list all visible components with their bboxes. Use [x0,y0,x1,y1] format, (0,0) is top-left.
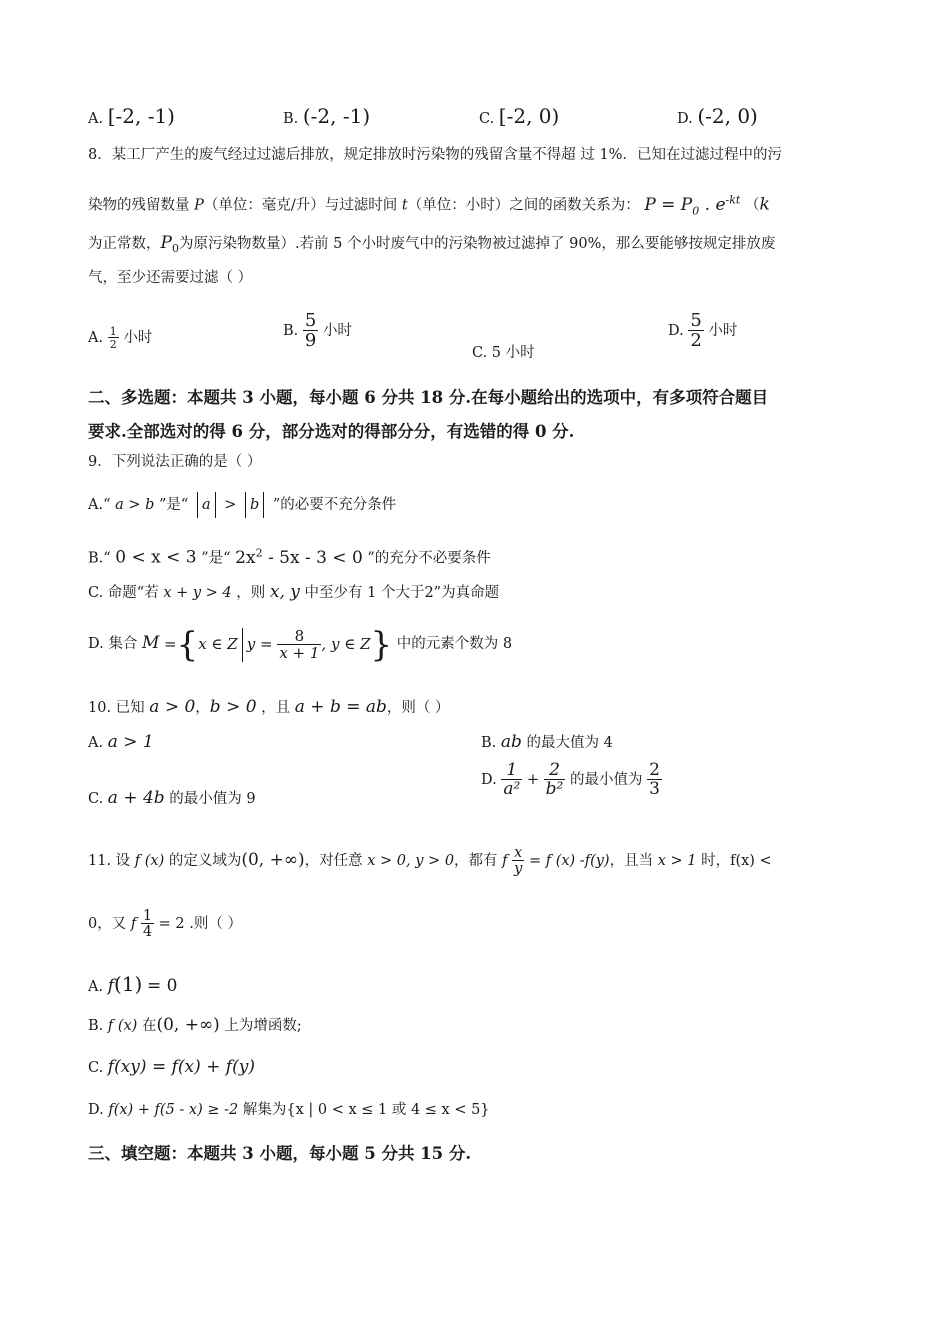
value: = 2 [158,916,185,932]
text: 0 [88,916,98,932]
var-k: k [759,194,770,215]
q11-option-b [88,1015,302,1036]
option-label: D. [677,111,693,127]
fraction [512,846,524,877]
option-value: [-2, -1) [107,104,175,128]
denominator: 2 [109,338,117,351]
var-t: t [401,197,408,214]
domain: (0, +∞) [241,850,305,870]
q7-option-c [479,104,559,128]
abs-bar [245,492,246,518]
option-label: C. [88,1060,104,1076]
numerator: 2 [649,760,660,780]
denominator: y [514,861,523,877]
expr: ab [500,732,522,752]
abs-var-b: b [249,497,260,513]
y-eq: y = [246,634,273,653]
q8-option-c: C. 5 小时 [472,345,535,361]
text: （单位：小时）之间的函数关系为： [407,197,640,214]
text: 11. 设 [88,853,131,869]
option-label: C. [479,111,495,127]
q11-option-d [88,1100,490,1120]
text: （单位：毫克/升）与过滤时间 [203,197,398,214]
text: C. 命题“若 [88,585,159,601]
option-label: A. [88,979,104,995]
fx: f (x) [107,1018,138,1034]
vars: x, y [269,582,300,602]
text: 解集为 [242,1102,287,1118]
q11-stem-line1 [88,838,772,883]
option-value: (-2, -1) [302,104,371,128]
text: ，且当 [609,853,654,869]
q9-stem: 9．下列说法正确的是（ ） [88,454,262,470]
numerator: 1 [142,907,153,924]
text: 为正常数， [88,236,161,252]
fraction [108,326,119,350]
sub: 0 [171,241,179,255]
q8-line1: 8．某工厂产生的废气经过过滤后排放，规定排放时污染物的残留含量不得超 过 1%．已知在过滤过程中的污 [88,147,782,163]
text: ，又 [97,916,127,932]
text: 时，f(x) < [701,853,772,869]
ineq-part: 2x [235,547,256,568]
numerator: 5 [690,310,702,331]
text: 中至少有 1 个大于2”为真命题 [304,585,500,601]
q7-option-a [88,104,175,128]
option-label: B. [283,111,299,127]
q7-option-d [677,104,758,128]
q7-option-b [283,104,370,128]
minus-f: -f [579,853,591,869]
q9-option-b [88,543,491,569]
abs-var-a: a [201,497,211,513]
denominator: 4 [142,924,153,940]
text: ，且 [261,700,291,716]
expr: a + 4b [107,788,165,808]
condition: a > b [115,497,155,513]
expr: f(x) + f(5 - x) ≥ -2 [108,1102,239,1118]
numerator: x [514,844,523,861]
ineq-part: - 5x - 3 < 0 [262,547,363,568]
text: 的最小值为 [569,772,643,788]
option-label: C. [88,791,104,807]
fraction [277,626,321,662]
formula [644,193,741,218]
cond: a > 0 [149,697,196,717]
numerator: 8 [294,626,305,645]
var-p0: P [160,233,172,253]
text: 的定义域为 [168,853,242,869]
formula-sub: 0 [692,204,700,218]
fx: f (x) [134,853,165,869]
condition: x + y > 4 [163,585,232,601]
abs-bar [215,492,216,518]
eq: = [163,634,177,653]
q8-option-b [283,312,352,350]
inequality [235,548,363,568]
solution-set: {x | 0 < x ≤ 1 或 4 ≤ x < 5} [286,1102,490,1118]
text: 10. 已知 [88,700,145,716]
fraction [688,312,703,350]
text: 的最小值为 9 [169,791,256,807]
q8-option-d [668,312,737,350]
q11-option-c [88,1057,255,1078]
text: 为原污染物数量）.若前 5 个小时废气中的污染物被过滤掉了 90%，那么要能够按规定排放废 [178,236,776,252]
numerator: 1 [506,760,518,780]
formula-e: . e [699,194,726,215]
q9-option-c [88,582,499,603]
abs-bar [263,492,264,518]
unit: 小时 [322,323,352,339]
text: ，都有 [454,853,498,869]
text: 在 [141,1018,157,1034]
option-label: A. [88,330,104,346]
option-value: (-2, 0) [697,104,758,128]
text: ”是“ [201,550,231,567]
cond: b > 0 [209,697,257,717]
text: D. 集合 [88,636,138,652]
cond: x > 1 [657,853,697,869]
text: ，对任意 [304,853,363,869]
fy: (y) [590,853,610,869]
q10-option-c [88,788,256,809]
f: f [107,976,114,996]
section2-heading-line2: 要求.全部选对的得 6 分，部分选对的得部分分，有选错的得 0 分. [88,422,575,441]
denominator: b² [545,779,564,799]
text: ”是“ [159,497,189,513]
option-label: D. [88,1102,104,1118]
fraction [647,762,662,798]
q8-line2 [88,190,770,221]
option-label: B. [88,1018,104,1034]
arg: (1) [114,972,143,996]
cond: a + b = ab [294,697,387,717]
denominator: 2 [690,330,702,351]
q11-stem-line2 [88,902,242,946]
gt: > [224,497,237,513]
denominator: x + 1 [279,643,320,662]
denominator: 3 [649,779,660,799]
fraction [501,762,522,798]
text: 的最大值为 4 [526,735,613,751]
var-p: P [194,197,204,214]
unit: 小时 [123,330,153,346]
plus: + [526,772,540,788]
value: = 0 [146,976,178,996]
text: .则（ ） [189,916,242,932]
f: f [502,853,508,869]
formula-sup: -kt [725,193,741,206]
option-label: B. [481,735,497,751]
section3-heading: 三、填空题：本题共 3 小题，每小题 5 分共 15 分. [88,1144,472,1163]
text: ，则（ ） [386,700,450,716]
unit: 小时 [708,323,738,339]
formula-lhs: P = P [644,194,693,215]
f: f [130,916,137,932]
abs-bar [197,492,198,518]
option-label: A. [88,111,104,127]
fraction [141,909,154,940]
fraction [303,312,318,350]
set-m: M [141,633,160,653]
q8-line3 [88,233,775,259]
q10-option-a [88,732,154,753]
q10-stem [88,697,450,718]
option-label: D. [668,323,684,339]
text: ， [195,700,210,716]
left-brace: { [176,624,199,665]
text: ，则 [236,585,266,601]
eq: = f (x) [528,853,576,869]
condition: 0 < x < 3 [115,547,197,568]
text: 中的元素个数为 8 [396,636,513,652]
text: B.“ [88,550,111,567]
cond: x > 0, y > 0 [367,853,455,869]
option-label: A. [88,735,104,751]
expr: f(xy) = f(x) + f(y) [107,1057,255,1077]
divider [242,628,243,662]
q11-option-a [88,974,177,997]
option-value: [-2, 0) [498,104,560,128]
q10-option-b [481,732,613,753]
denominator: 9 [304,330,317,351]
numerator: 2 [549,760,560,780]
q10-option-d [481,756,662,804]
y-in-z: , y ∈ Z [321,634,371,653]
right-brace: } [370,624,393,665]
text: ”的充分不必要条件 [367,550,491,567]
q8-line4: 气，至少还需要过滤（ ） [88,270,253,286]
q9-option-d [88,620,512,668]
text: 染物的残留数量 [88,197,190,214]
numerator: 1 [109,325,117,338]
text: （ [744,197,760,214]
section2-heading-line1: 二、多选题：本题共 3 小题，每小题 6 分共 18 分.在每小题给出的选项中，有多项符合题目 [88,388,769,407]
denominator: a² [503,779,521,799]
domain: (0, +∞) [156,1015,220,1035]
option-value: a > 1 [107,732,154,752]
text: ”的必要不充分条件 [272,497,397,513]
set-expression [164,621,392,668]
numerator: 5 [304,310,317,331]
q9-option-a [88,492,396,518]
text: A.“ [88,497,111,513]
q8-option-a [88,326,152,350]
fraction [544,762,566,798]
option-label: B. [283,323,299,339]
x-in-z: x ∈ Z [198,634,238,653]
ineq-sup: 2 [255,546,263,559]
text: 上为增函数; [224,1018,302,1034]
option-label: D. [481,772,497,788]
